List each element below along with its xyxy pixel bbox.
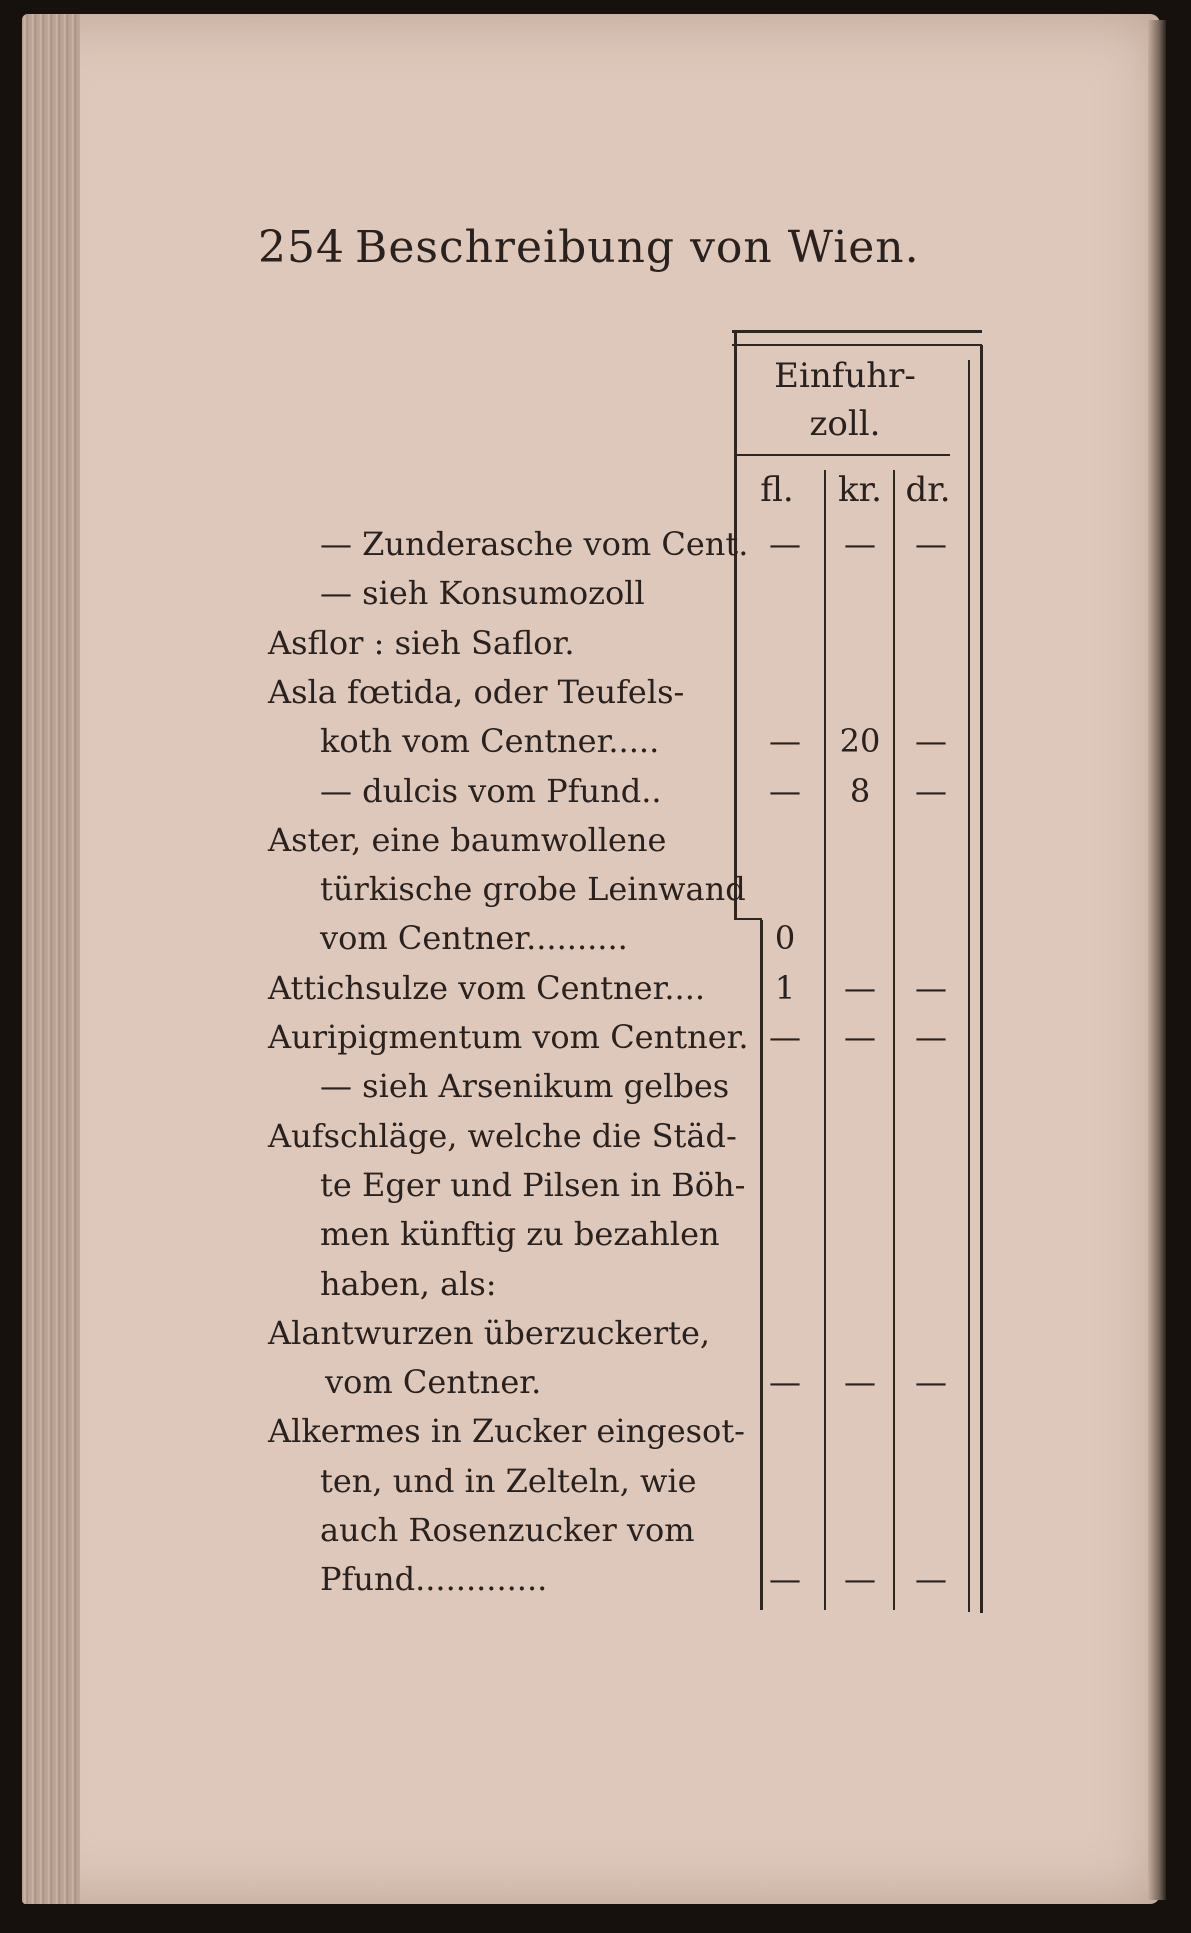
tariff-line-text: — sieh Konsumozoll [320,574,645,612]
tariff-line-text: Pfund............. [320,1560,548,1598]
tariff-line-text: auch Rosenzucker vom [320,1511,695,1549]
column-header-dr: dr. [905,470,951,510]
tariff-group-label-line2: zoll. [809,404,881,444]
tariff-line-text: Alantwurzen überzuckerte, [268,1314,711,1352]
tariff-line-text: Attichsulze vom Centner.... [268,969,706,1007]
column-header-kr: kr. [838,470,882,510]
tariff-line [320,867,746,911]
tariff-line [320,916,628,960]
running-title: Beschreibung von Wien. [355,222,920,273]
tariff-cell-fl: — [769,772,801,810]
tariff-line [268,1015,749,1059]
tariff-line-text: te Eger und Pilsen in Böh- [320,1166,746,1204]
tariff-cell-dr: — [915,525,947,563]
tariff-cell-kr: — [844,525,876,563]
tariff-cell-dr: — [915,969,947,1007]
tariff-cell-dr: — [915,1363,947,1401]
tariff-line-text: Alkermes in Zucker eingesot- [268,1412,745,1450]
tariff-cell-kr: — [844,969,876,1007]
tariff-line-text: men künftig zu bezahlen [320,1215,720,1253]
tariff-line-text: türkische grobe Leinwand [320,870,746,908]
tariff-line [320,1557,547,1601]
tariff-cell-fl: 0 [774,919,796,957]
tariff-line-text: vom Centner. [325,1363,542,1401]
tariff-cell-fl: — [769,525,801,563]
tariff-cell-kr: 8 [849,772,871,810]
tariff-line [320,769,662,813]
tariff-line [268,1311,710,1355]
tariff-line [320,1064,729,1108]
tariff-line [320,1508,695,1552]
tariff-cell-fl: — [769,1560,801,1598]
tariff-group-label-line1: Einfuhr- [774,356,916,396]
tariff-cell-fl: 1 [774,969,796,1007]
tariff-cell-kr: 20 [839,722,881,760]
tariff-line-text: — Zunderasche vom Cent. [320,525,749,563]
tariff-cell-dr: — [915,1560,947,1598]
tariff-line [268,621,575,665]
tariff-cell-dr: — [915,1018,947,1056]
tariff-line-text: ten, und in Zelteln, wie [320,1462,697,1500]
tariff-cell-fl: — [769,722,801,760]
tariff-line [320,1262,497,1306]
tariff-cell-kr: — [844,1363,876,1401]
tariff-line [320,571,645,615]
tariff-line [320,1459,697,1503]
tariff-line [268,818,666,862]
tariff-line [320,1212,720,1256]
tariff-line [268,966,705,1010]
tariff-line-text: Aufschläge, welche die Städ- [268,1117,737,1155]
tariff-line-text: Asflor : sieh Saflor. [268,624,575,662]
tariff-cell-dr: — [915,772,947,810]
tariff-line [325,1360,541,1404]
tariff-line [320,719,659,763]
tariff-line-text: — dulcis vom Pfund.. [320,772,662,810]
tariff-line-text: haben, als: [320,1265,497,1303]
tariff-line [268,1114,737,1158]
tariff-line-text: — sieh Arsenikum gelbes [320,1067,730,1105]
tariff-cell-kr: — [844,1560,876,1598]
tariff-line [320,522,748,566]
tariff-line [268,670,684,714]
tariff-line-text: vom Centner.......... [320,919,628,957]
tariff-line [320,1163,745,1207]
tariff-cell-kr: — [844,1018,876,1056]
tariff-cell-fl: — [769,1018,801,1056]
tariff-line-text: Aster, eine baumwollene [268,821,667,859]
column-header-fl: fl. [760,470,794,510]
tariff-line-text: koth vom Centner..... [320,722,660,760]
tariff-line [268,1409,745,1453]
tariff-cell-dr: — [915,722,947,760]
tariff-line-text: Asla fœtida, oder Teufels- [268,673,685,711]
tariff-line-text: Auripigmentum vom Centner. [268,1018,749,1056]
tariff-cell-fl: — [769,1363,801,1401]
page-number: 254 [258,222,345,273]
